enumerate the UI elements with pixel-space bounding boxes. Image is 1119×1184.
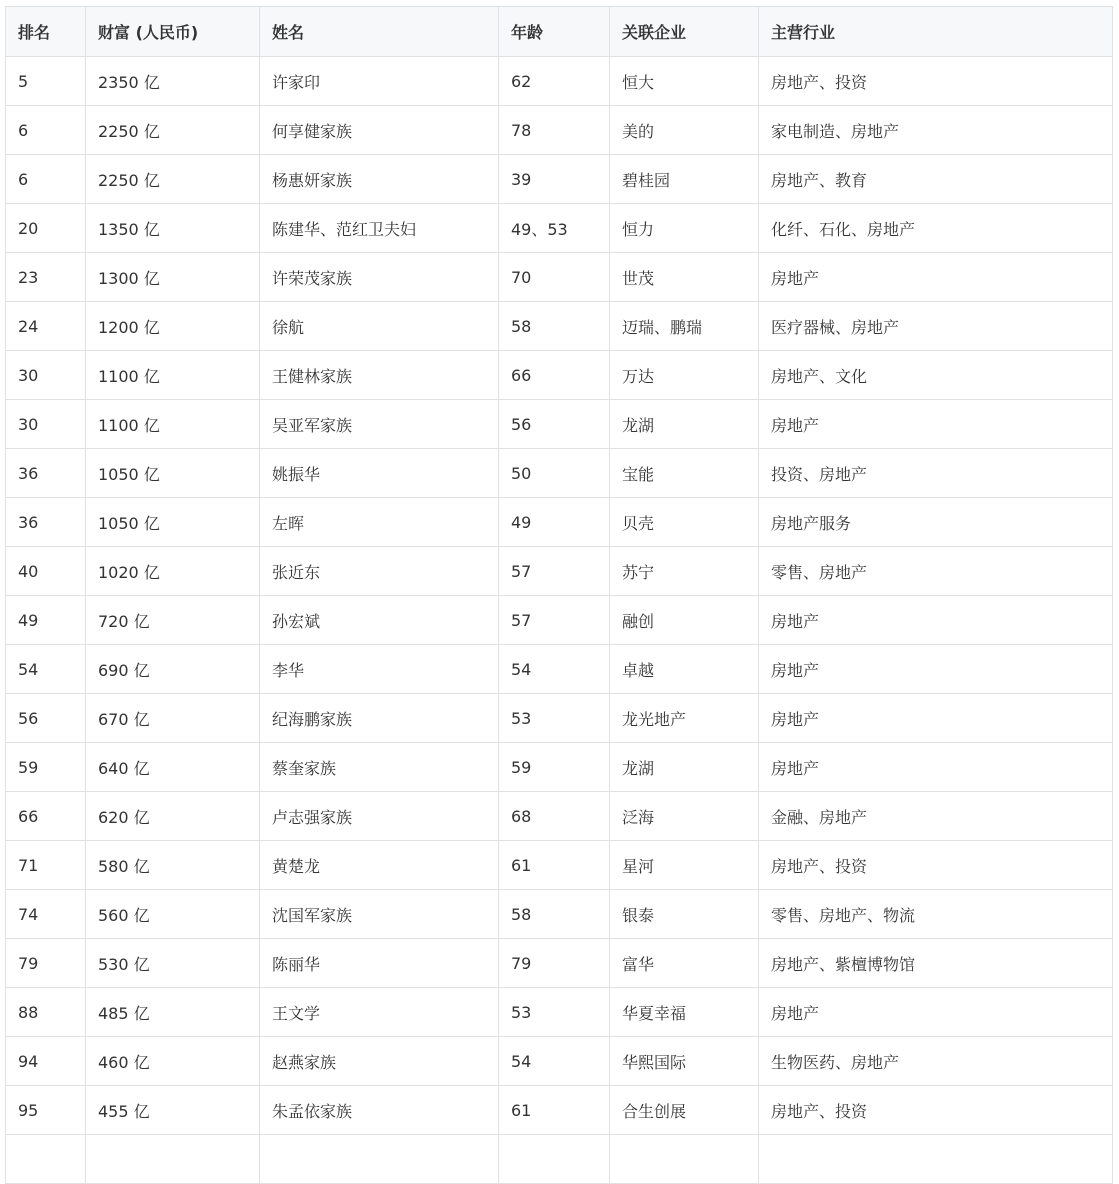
cell-name: 杨惠妍家族 xyxy=(260,155,499,204)
cell-company: 银泰 xyxy=(610,890,759,939)
table-row xyxy=(6,645,1113,694)
cell-industry: 房地产 xyxy=(759,988,1113,1037)
table-body xyxy=(6,57,1113,1184)
cell-name: 孙宏斌 xyxy=(260,596,499,645)
cell-company: 恒力 xyxy=(610,204,759,253)
cell-company: 融创 xyxy=(610,596,759,645)
cell-age: 39 xyxy=(499,155,610,204)
cell-age: 53 xyxy=(499,694,610,743)
cell-rank: 5 xyxy=(6,57,86,106)
cell-wealth: 1300 亿 xyxy=(86,253,260,302)
cell-wealth: 640 亿 xyxy=(86,743,260,792)
table-row xyxy=(6,1037,1113,1086)
cell-wealth: 1350 亿 xyxy=(86,204,260,253)
cell-company: 恒大 xyxy=(610,57,759,106)
cell-company: 星河 xyxy=(610,841,759,890)
cell-industry: 投资、房地产 xyxy=(759,449,1113,498)
cell-name: 何享健家族 xyxy=(260,106,499,155)
table-row xyxy=(6,547,1113,596)
cell-company: 世茂 xyxy=(610,253,759,302)
cell-wealth: 455 亿 xyxy=(86,1086,260,1135)
cell-industry: 家电制造、房地产 xyxy=(759,106,1113,155)
table-row xyxy=(6,498,1113,547)
cell-company: 碧桂园 xyxy=(610,155,759,204)
header-wealth: 财富 (人民币) xyxy=(86,7,260,57)
cell-age: 66 xyxy=(499,351,610,400)
header-company: 关联企业 xyxy=(610,7,759,57)
header-age: 年龄 xyxy=(499,7,610,57)
cell-wealth: 2350 亿 xyxy=(86,57,260,106)
cell-age: 59 xyxy=(499,743,610,792)
cell-name: 徐航 xyxy=(260,302,499,351)
cell-rank: 71 xyxy=(6,841,86,890)
cell-wealth: 485 亿 xyxy=(86,988,260,1037)
cell-rank: 36 xyxy=(6,449,86,498)
cell-wealth: 1050 亿 xyxy=(86,449,260,498)
header-rank: 排名 xyxy=(6,7,86,57)
cell-age: 49 xyxy=(499,498,610,547)
cell-company: 卓越 xyxy=(610,645,759,694)
cell-rank: 49 xyxy=(6,596,86,645)
table-row xyxy=(6,694,1113,743)
cell-industry: 房地产、教育 xyxy=(759,155,1113,204)
cell-industry: 房地产 xyxy=(759,694,1113,743)
cell-wealth: 1200 亿 xyxy=(86,302,260,351)
cell-age: 57 xyxy=(499,547,610,596)
cell-name: 姚振华 xyxy=(260,449,499,498)
cell-industry: 零售、房地产 xyxy=(759,547,1113,596)
cell-age: 50 xyxy=(499,449,610,498)
cell-company: 富华 xyxy=(610,939,759,988)
table-row xyxy=(6,1086,1113,1135)
table-row xyxy=(6,57,1113,106)
cell-name: 许家印 xyxy=(260,57,499,106)
cell-rank: 66 xyxy=(6,792,86,841)
cell-rank: 20 xyxy=(6,204,86,253)
table-row xyxy=(6,155,1113,204)
cell-industry: 零售、房地产、物流 xyxy=(759,890,1113,939)
table-row xyxy=(6,743,1113,792)
cell-name: 左晖 xyxy=(260,498,499,547)
cell-industry: 房地产、投资 xyxy=(759,1086,1113,1135)
cell-wealth: 670 亿 xyxy=(86,694,260,743)
cell-wealth: 1020 亿 xyxy=(86,547,260,596)
table-row xyxy=(6,449,1113,498)
cell-age: 62 xyxy=(499,57,610,106)
cell-name: 纪海鹏家族 xyxy=(260,694,499,743)
cell-company: 华熙国际 xyxy=(610,1037,759,1086)
cell-wealth: 1100 亿 xyxy=(86,351,260,400)
cell-rank: 79 xyxy=(6,939,86,988)
cell-industry: 房地产服务 xyxy=(759,498,1113,547)
table-row xyxy=(6,351,1113,400)
cell-company: 苏宁 xyxy=(610,547,759,596)
cell-name: 王文学 xyxy=(260,988,499,1037)
header-industry: 主营行业 xyxy=(759,7,1113,57)
cell-rank: 30 xyxy=(6,351,86,400)
table-row xyxy=(6,400,1113,449)
cell-industry: 房地产、紫檀博物馆 xyxy=(759,939,1113,988)
table-row xyxy=(6,253,1113,302)
cell-company: 合生创展 xyxy=(610,1086,759,1135)
cell-rank: 74 xyxy=(6,890,86,939)
cell-industry: 房地产、投资 xyxy=(759,57,1113,106)
cell-age: 78 xyxy=(499,106,610,155)
cell-company: 贝壳 xyxy=(610,498,759,547)
cell-company: 迈瑞、鹏瑞 xyxy=(610,302,759,351)
header-row xyxy=(6,7,1113,57)
cell-industry: 生物医药、房地产 xyxy=(759,1037,1113,1086)
cell-industry: 医疗器械、房地产 xyxy=(759,302,1113,351)
cell-name: 许荣茂家族 xyxy=(260,253,499,302)
cell-wealth: 620 亿 xyxy=(86,792,260,841)
cell-rank: 24 xyxy=(6,302,86,351)
cell-industry: 房地产、文化 xyxy=(759,351,1113,400)
cell-company: 万达 xyxy=(610,351,759,400)
cell-rank: 54 xyxy=(6,645,86,694)
table-row xyxy=(6,890,1113,939)
table-row xyxy=(6,596,1113,645)
cell-age: 56 xyxy=(499,400,610,449)
cell-company: 宝能 xyxy=(610,449,759,498)
cell-industry: 房地产、投资 xyxy=(759,841,1113,890)
cell-wealth: 1050 亿 xyxy=(86,498,260,547)
cell-age: 79 xyxy=(499,939,610,988)
header-name: 姓名 xyxy=(260,7,499,57)
table-row xyxy=(6,939,1113,988)
cell-name: 张近东 xyxy=(260,547,499,596)
cell-company: 美的 xyxy=(610,106,759,155)
cell-age: 53 xyxy=(499,988,610,1037)
cell-rank: 36 xyxy=(6,498,86,547)
cell-age: 61 xyxy=(499,1086,610,1135)
cell-name: 赵燕家族 xyxy=(260,1037,499,1086)
cell-wealth: 580 亿 xyxy=(86,841,260,890)
cell-rank: 40 xyxy=(6,547,86,596)
cell-rank: 6 xyxy=(6,155,86,204)
cell-industry: 房地产 xyxy=(759,645,1113,694)
cell-company: 龙湖 xyxy=(610,400,759,449)
cell-age: 70 xyxy=(499,253,610,302)
cell-industry: 房地产 xyxy=(759,400,1113,449)
cell-name: 蔡奎家族 xyxy=(260,743,499,792)
table-row xyxy=(6,841,1113,890)
wealth-ranking-table xyxy=(5,6,1113,1184)
cell-wealth: 460 亿 xyxy=(86,1037,260,1086)
cell-name: 王健林家族 xyxy=(260,351,499,400)
cell-rank: 30 xyxy=(6,400,86,449)
table-row xyxy=(6,792,1113,841)
cell-rank: 59 xyxy=(6,743,86,792)
cell-wealth: 2250 亿 xyxy=(86,155,260,204)
cell-rank: 95 xyxy=(6,1086,86,1135)
cell-age: 58 xyxy=(499,890,610,939)
cell-rank: 56 xyxy=(6,694,86,743)
cell-age: 61 xyxy=(499,841,610,890)
cell-wealth: 690 亿 xyxy=(86,645,260,694)
cell-name: 陈建华、范红卫夫妇 xyxy=(260,204,499,253)
cell-industry: 房地产 xyxy=(759,253,1113,302)
cell-industry: 房地产 xyxy=(759,743,1113,792)
table-row xyxy=(6,204,1113,253)
cell-age: 58 xyxy=(499,302,610,351)
cell-company: 龙光地产 xyxy=(610,694,759,743)
cell-company: 泛海 xyxy=(610,792,759,841)
cell-age: 54 xyxy=(499,1037,610,1086)
table-row xyxy=(6,302,1113,351)
cell-age: 54 xyxy=(499,645,610,694)
cell-industry: 金融、房地产 xyxy=(759,792,1113,841)
cell-rank: 23 xyxy=(6,253,86,302)
table-header xyxy=(6,7,1113,57)
cell-age: 68 xyxy=(499,792,610,841)
cell-rank: 88 xyxy=(6,988,86,1037)
cell-name: 朱孟依家族 xyxy=(260,1086,499,1135)
cell-name: 黄楚龙 xyxy=(260,841,499,890)
cell-company: 龙湖 xyxy=(610,743,759,792)
cell-wealth: 560 亿 xyxy=(86,890,260,939)
cell-age: 57 xyxy=(499,596,610,645)
cell-name: 沈国军家族 xyxy=(260,890,499,939)
cell-company: 华夏幸福 xyxy=(610,988,759,1037)
cell-rank: 94 xyxy=(6,1037,86,1086)
table-row xyxy=(6,106,1113,155)
cell-wealth: 720 亿 xyxy=(86,596,260,645)
cell-name: 卢志强家族 xyxy=(260,792,499,841)
wealth-table-container xyxy=(5,6,1113,1184)
cell-industry: 房地产 xyxy=(759,596,1113,645)
cell-industry: 化纤、石化、房地产 xyxy=(759,204,1113,253)
cell-wealth: 2250 亿 xyxy=(86,106,260,155)
table-row xyxy=(6,988,1113,1037)
cell-rank: 6 xyxy=(6,106,86,155)
cell-name: 吴亚军家族 xyxy=(260,400,499,449)
cell-age: 49、53 xyxy=(499,204,610,253)
cell-wealth: 530 亿 xyxy=(86,939,260,988)
cell-name: 李华 xyxy=(260,645,499,694)
cell-name: 陈丽华 xyxy=(260,939,499,988)
cell-wealth: 1100 亿 xyxy=(86,400,260,449)
